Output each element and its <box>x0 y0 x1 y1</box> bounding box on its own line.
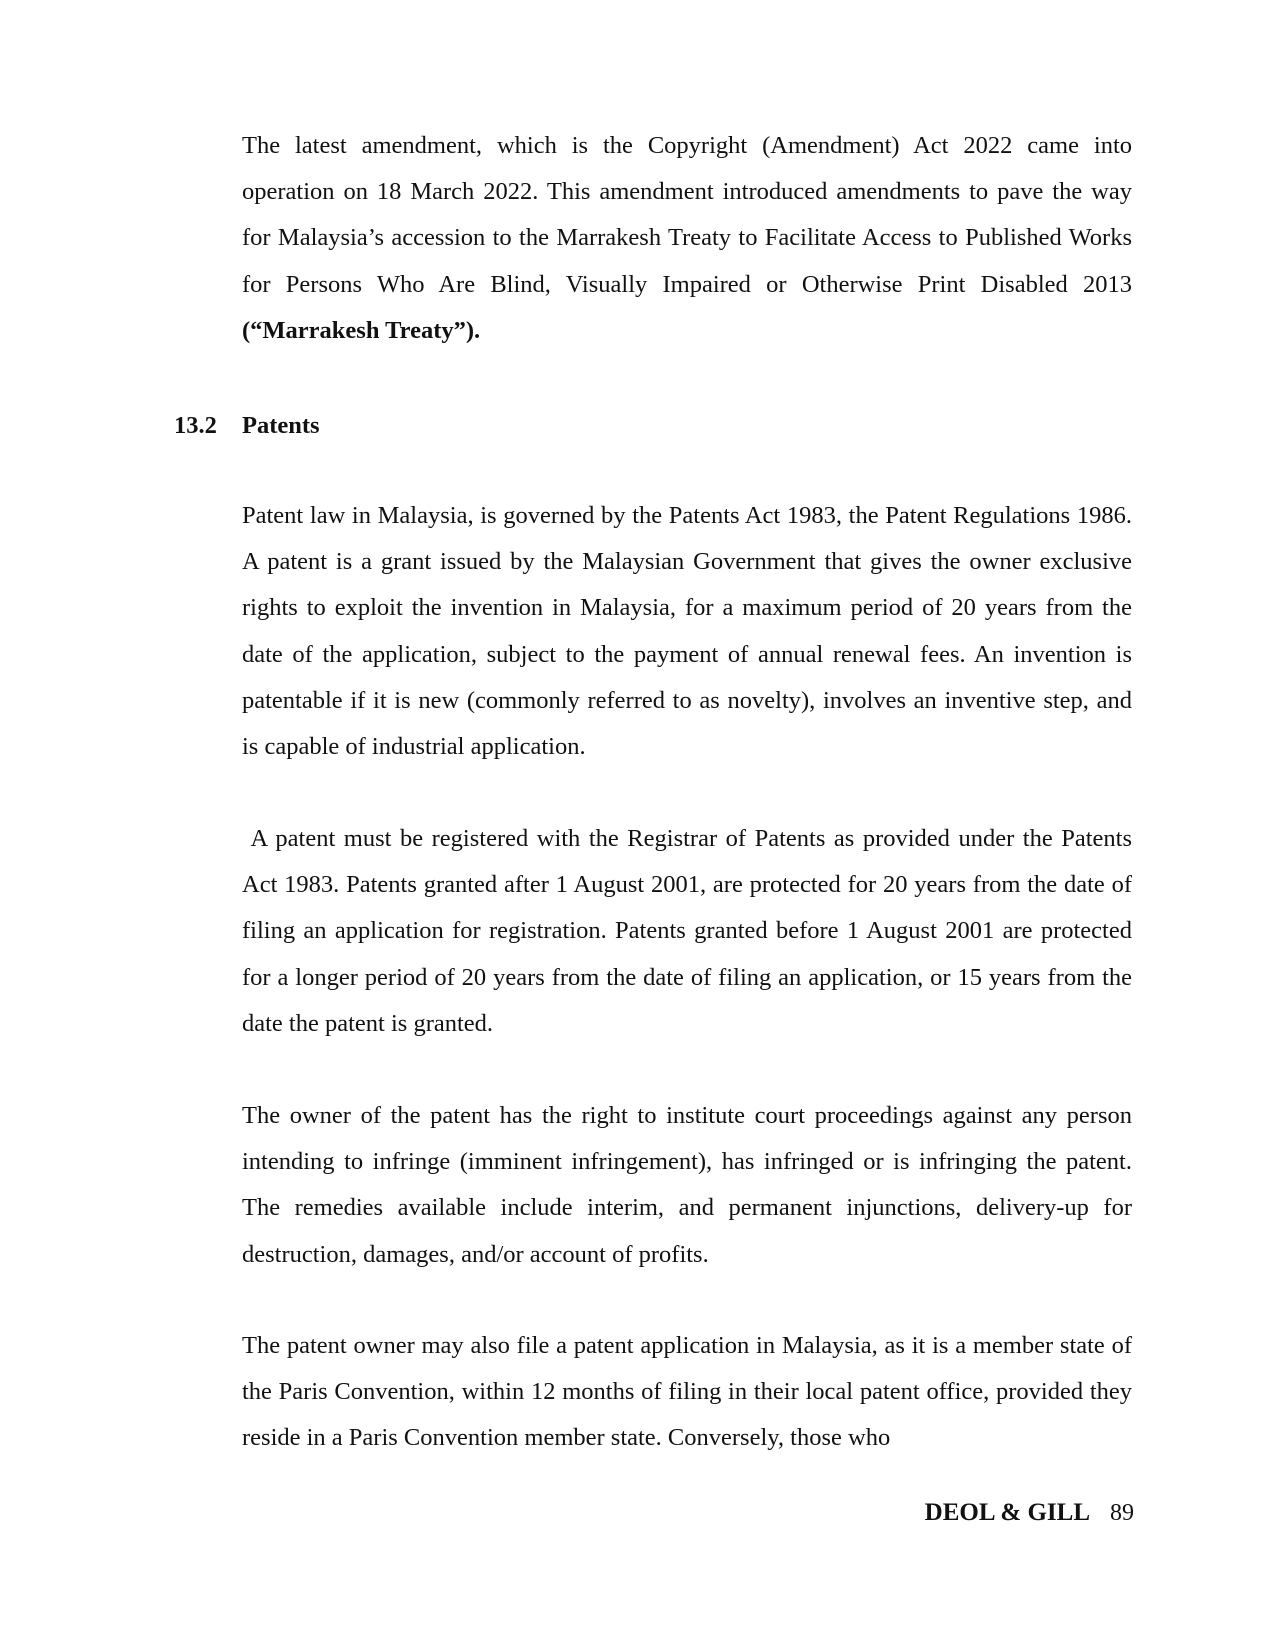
paragraph-patent-registration: A patent must be registered with the Registrar of Patents as provided under the Patents Act 1983. Patents granted after 1 August 2001, are protected for 20 years from the date of filing an application for registration. Patents granted before 1 August 2001 are protected for a longer period of 20 years from the date of filing an application, or 15 years from the date the patent is granted. <box>242 825 1139 1037</box>
defined-term: (“Marrakesh Treaty”). <box>242 316 481 344</box>
section-title: Patents <box>242 412 320 439</box>
paragraph-patent-remedies: The owner of the patent has the right to institute court proceedings against any person intending to infringe (imminent infringement), has infringed or is infringing the patent. The remedies available include interim, and permanent injunctions, delivery-up for destruction, damages, and/or account of profits. <box>242 1102 1132 1268</box>
section-number: 13.2 <box>174 412 217 439</box>
page-number: 89 <box>1110 1500 1134 1526</box>
paragraph-paris-convention: The patent owner may also file a patent application in Malaysia, as it is a member state of the Paris Convention, within 12 months of filing in their local patent office, provided they reside in a Paris Convention member state. Conversely, those who <box>242 1332 1132 1452</box>
paragraph-copyright-amendment <box>242 123 1132 354</box>
section-heading <box>174 403 320 449</box>
paragraph-patent-law: Patent law in Malaysia, is governed by the Patents Act 1983, the Patent Regulations 1986. A patent is a grant issued by the Malaysian Government that gives the owner exclusive rights to exploit the invention in Malaysia, for a maximum period of 20 years from the date of the application, subject to the payment of annual renewal fees. An invention is patentable if it is new (commonly referred to as novelty), involves an inventive step, and is capable of industrial application. <box>242 502 1132 761</box>
page-footer <box>925 1495 1134 1531</box>
paragraph-text: The latest amendment, which is the Copyright (Amendment) Act 2022 came into operation on 18 March 2022. This amendment introduced amendments to pave the way for Malaysia’s accession to the Marrakesh Treaty to Facilitate Access to Published Works for Persons Who Are Blind, Visually Impaired or Otherwise Print Disabled 2013 <box>242 132 1132 298</box>
footer-brand: DEOL & GILL <box>924 1499 1090 1526</box>
